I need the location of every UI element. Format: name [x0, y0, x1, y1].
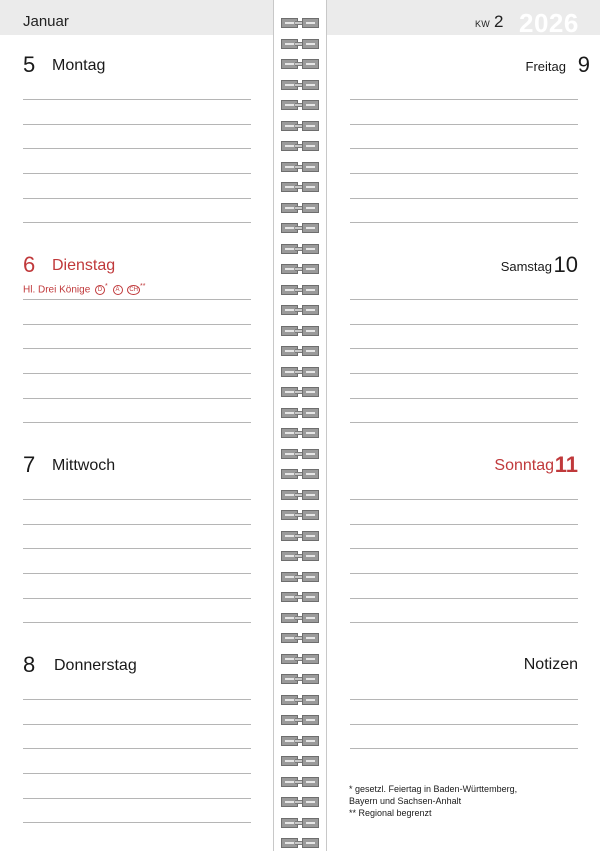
writing-line	[23, 99, 251, 100]
writing-line	[350, 173, 578, 174]
spiral-ring	[281, 611, 319, 625]
spiral-ring	[281, 529, 319, 543]
writing-line	[350, 598, 578, 599]
spiral-ring	[281, 426, 319, 440]
day-number-thursday: 8	[23, 652, 36, 677]
spiral-ring	[281, 508, 319, 522]
spiral-ring	[281, 734, 319, 748]
spiral-ring	[281, 672, 319, 686]
writing-line	[350, 198, 578, 199]
day-name-wednesday: Mittwoch	[52, 457, 116, 474]
writing-line	[350, 573, 578, 574]
spiral-ring	[281, 631, 319, 645]
holiday-name: Hl. Drei Könige	[23, 284, 91, 296]
spiral-ring	[281, 303, 319, 317]
year-label: 2026	[519, 8, 579, 38]
spiral-ring	[281, 160, 319, 174]
writing-line	[350, 222, 578, 223]
spiral-ring	[281, 98, 319, 112]
writing-line	[350, 124, 578, 125]
spiral-ring	[281, 344, 319, 358]
spiral-ring	[281, 37, 319, 51]
spiral-ring	[281, 262, 319, 276]
writing-line	[350, 99, 578, 100]
spiral-ring	[281, 754, 319, 768]
writing-line	[350, 699, 578, 700]
spiral-ring	[281, 78, 319, 92]
writing-line	[23, 222, 251, 223]
footnote-line: ** Regional begrenzt	[349, 808, 432, 818]
day-name-thursday: Donnerstag	[54, 657, 137, 674]
badge-asterisk: *	[105, 283, 108, 290]
spiral-ring	[281, 795, 319, 809]
writing-line	[350, 148, 578, 149]
spiral-ring	[281, 816, 319, 830]
day-number-saturday: 10	[553, 252, 578, 277]
writing-line	[350, 324, 578, 325]
day-name-saturday: Samstag	[500, 259, 552, 274]
writing-line	[23, 822, 251, 823]
badge-austria: A	[113, 285, 123, 295]
spiral-ring	[281, 324, 319, 338]
calendar-week-number: 2	[494, 12, 504, 31]
day-name-friday: Freitag	[525, 59, 566, 74]
writing-line	[23, 724, 251, 725]
writing-line	[23, 748, 251, 749]
badge-double-asterisk: **	[140, 283, 146, 290]
writing-line	[23, 299, 251, 300]
spiral-ring	[281, 242, 319, 256]
calendar-week-label: KW	[475, 19, 491, 29]
spiral-ring	[281, 467, 319, 481]
writing-line	[23, 348, 251, 349]
spiral-ring	[281, 693, 319, 707]
spiral-ring	[281, 713, 319, 727]
left-page	[0, 0, 274, 851]
right-page	[326, 0, 600, 851]
writing-line	[23, 773, 251, 774]
spiral-ring	[281, 57, 319, 71]
day-name-monday: Montag	[52, 57, 106, 74]
spiral-ring	[281, 406, 319, 420]
spiral-ring	[281, 180, 319, 194]
writing-line	[350, 422, 578, 423]
writing-line	[350, 524, 578, 525]
writing-line	[23, 622, 251, 623]
day-number-friday: 9	[577, 52, 590, 77]
spiral-ring	[281, 365, 319, 379]
writing-line	[23, 699, 251, 700]
writing-line	[23, 422, 251, 423]
spiral-ring	[281, 775, 319, 789]
spiral-ring	[281, 119, 319, 133]
writing-line	[350, 348, 578, 349]
writing-line	[23, 373, 251, 374]
spiral-ring	[281, 836, 319, 850]
writing-line	[350, 724, 578, 725]
spiral-ring	[281, 139, 319, 153]
month-label: Januar	[23, 13, 69, 30]
writing-line	[23, 548, 251, 549]
footnotes	[349, 783, 517, 819]
spiral-ring	[281, 570, 319, 584]
spiral-ring	[281, 488, 319, 502]
day-number-monday: 5	[23, 52, 36, 77]
writing-line	[23, 499, 251, 500]
notes-heading: Notizen	[523, 656, 578, 673]
spiral-ring	[281, 221, 319, 235]
day-number-tuesday: 6	[23, 252, 36, 277]
spiral-ring	[281, 16, 319, 30]
writing-line	[350, 398, 578, 399]
day-name-tuesday: Dienstag	[52, 257, 116, 274]
spiral-ring	[281, 283, 319, 297]
holiday-note	[23, 283, 145, 295]
footnote-line: Bayern und Sachsen-Anhalt	[349, 796, 462, 806]
writing-line	[350, 499, 578, 500]
writing-line	[350, 748, 578, 749]
writing-line	[23, 148, 251, 149]
day-number-sunday: 11	[554, 452, 578, 477]
writing-line	[23, 398, 251, 399]
spiral-ring	[281, 385, 319, 399]
footnote-line: * gesetzl. Feiertag in Baden-Württemberg,	[349, 784, 518, 794]
writing-line	[23, 573, 251, 574]
day-name-sunday: Sonntag	[494, 457, 554, 474]
badge-switzerland: CH	[129, 286, 139, 293]
badge-germany: D	[95, 285, 105, 295]
writing-line	[23, 124, 251, 125]
writing-line	[23, 598, 251, 599]
spiral-ring	[281, 549, 319, 563]
spiral-ring	[281, 590, 319, 604]
writing-line	[23, 524, 251, 525]
spiral-ring	[281, 447, 319, 461]
spiral-ring	[281, 201, 319, 215]
writing-line	[23, 798, 251, 799]
writing-line	[350, 622, 578, 623]
writing-line	[350, 373, 578, 374]
writing-line	[23, 324, 251, 325]
writing-line	[23, 198, 251, 199]
writing-line	[23, 173, 251, 174]
spiral-ring	[281, 652, 319, 666]
writing-line	[350, 299, 578, 300]
writing-line	[350, 548, 578, 549]
day-number-wednesday: 7	[23, 452, 36, 477]
